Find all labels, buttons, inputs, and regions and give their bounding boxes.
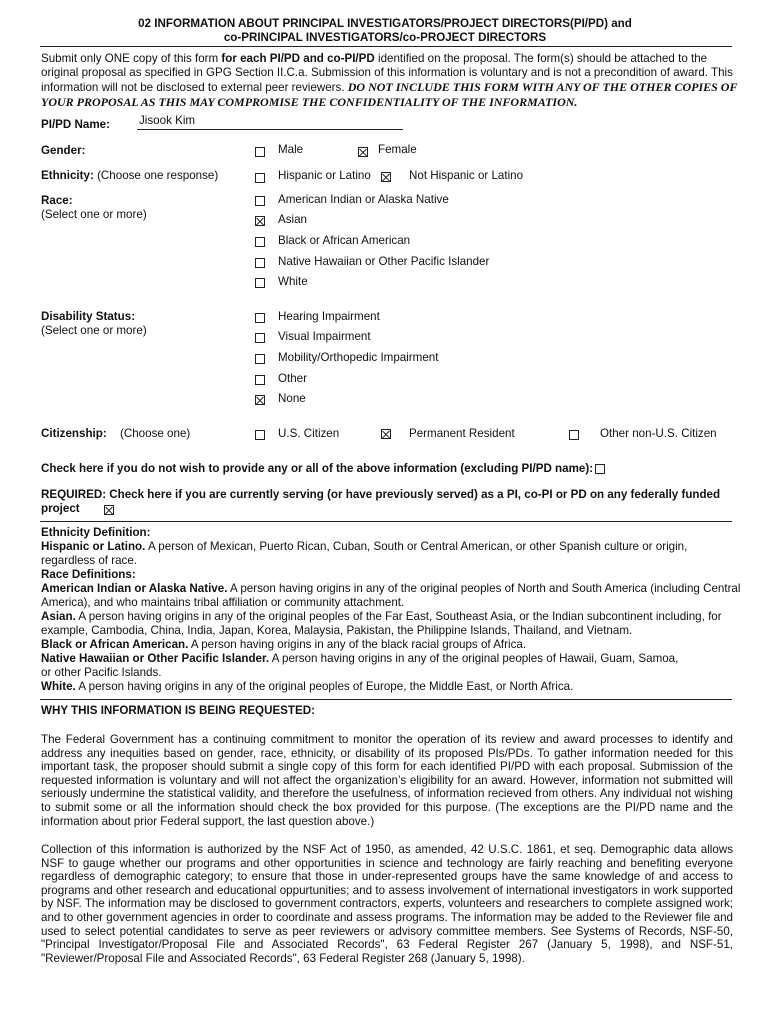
form-title-line2: co-PRINCIPAL INVESTIGATORS/co-PROJECT DIRECTORS xyxy=(223,31,547,44)
citizenship-label: Citizenship: xyxy=(41,427,107,440)
disability-mobility-label: Mobility/Orthopedic Impairment xyxy=(278,351,439,364)
why-paragraph-2: Collection of this information is authorized by the NSF Act of 1950, as amended, 42 U.S.C. 1861, et seq. Demographic data allows NSF to gauge whether our programs and other opportunities in science and technology are fairly reaching and benefiting everyone regardless of demographic category; to ensure that those in under-represented groups have the same knowledge of and access to programs and other research and educational oppurtunities; and to assess involvement of international investigators in work supported by NSF. The information may be disclosed to government contractors, experts, volunteers and researchers to complete assigned work; and to other government agencies in order to coordinate and assess programs. The information may be added to the Reviewer file and used to select potential candidates to serve as peer reviewers or advisory committee members. See Systems of Records, NSF-50, "Principal Investigator/Proposal File and Associated Records", 63 Federal Register 267 (January 5, 1998), and NSF-51, "Reviewer/Proposal File and Associated Records", 63 Federal Register 268 (January 5, 1998). xyxy=(41,843,733,965)
disability-none-label: None xyxy=(278,392,306,405)
citizenship-hint: (Choose one) xyxy=(120,427,191,440)
citizenship-other-checkbox[interactable] xyxy=(569,430,579,440)
asian-definition: Asian. A person having origins in any of the original peoples of the Far East, Southeast Asia, or the Indian subcontinent including, for example, Cambodia, China, India, Japan, Korea, Malaysia, Pakistan, the Philippine Islands, Thailand, and Vietnam. xyxy=(41,610,722,637)
disability-other-label: Other xyxy=(278,372,307,385)
required-federal-checkbox[interactable] xyxy=(104,505,114,515)
race-aian-checkbox[interactable] xyxy=(255,196,265,206)
black-definition: Black or African American. A person having origins in any of the black racial groups of Africa. xyxy=(41,638,527,651)
race-asian-label: Asian xyxy=(278,213,308,226)
race-hint: (Select one or more) xyxy=(41,208,147,221)
why-paragraph-1: The Federal Government has a continuing commitment to monitor the operation of its review and award processes to identify and address any inequities based on gender, race, ethnicity, or disability of its proposed PIs/PDs. To gather information needed for this important task, the proposer should submit a single copy of this form for each identified PI/PD with each proposal. Submission of the requested information is voluntary and will not affect the organization’s eligibility for an award. However, information not submitted will seriously undermine the statistical validity, and therefore the usefulness, of information recieved from others. Any individual not wishing to submit some or all the information should check the box provided for this purpose. (The exceptions are the PI/PD name and the information about prior Federal support, the last question above.) xyxy=(41,733,733,828)
required-label-line1: REQUIRED: Check here if you are currently serving (or have previously served) as a PI, co-PI or PD on any federally funded xyxy=(41,488,721,501)
gender-male-checkbox[interactable] xyxy=(255,147,265,157)
disability-visual-checkbox[interactable] xyxy=(255,333,265,343)
white-definition: White. A person having origins in any of the original peoples of Europe, the Middle East, or North Africa. xyxy=(41,680,574,693)
disability-label: Disability Status: xyxy=(41,310,136,323)
disability-hearing-checkbox[interactable] xyxy=(255,313,265,323)
race-white-checkbox[interactable] xyxy=(255,278,265,288)
name-label: PI/PD Name: xyxy=(41,118,110,131)
disability-mobility-checkbox[interactable] xyxy=(255,354,265,364)
citizenship-permanent-label: Permanent Resident xyxy=(409,427,515,440)
gender-female-label: Female xyxy=(378,143,417,156)
gender-female-checkbox[interactable] xyxy=(358,147,368,157)
race-asian-checkbox[interactable] xyxy=(255,216,265,226)
header-rule xyxy=(40,46,732,47)
disability-none-checkbox[interactable] xyxy=(255,395,265,405)
race-black-checkbox[interactable] xyxy=(255,237,265,247)
gender-male-label: Male xyxy=(278,143,304,156)
disability-hint: (Select one or more) xyxy=(41,324,147,337)
name-value: Jisook Kim xyxy=(139,114,196,127)
ethnicity-definition-heading: Ethnicity Definition: xyxy=(41,526,151,539)
ethnicity-hispanic-checkbox[interactable] xyxy=(255,173,265,183)
ethnicity-hispanic-label: Hispanic or Latino xyxy=(278,169,371,182)
aian-definition: American Indian or Alaska Native. A person having origins in any of the original peoples of North and South America (including Central America), and who maintains tribal affiliation or community attachment. xyxy=(41,582,741,609)
why-heading: WHY THIS INFORMATION IS BEING REQUESTED: xyxy=(41,704,315,717)
disability-visual-label: Visual Impairment xyxy=(278,330,371,343)
race-definitions-heading: Race Definitions: xyxy=(41,568,136,581)
race-nhpi-checkbox[interactable] xyxy=(255,258,265,268)
ethnicity-not-hispanic-label: Not Hispanic or Latino xyxy=(409,169,524,182)
form-title-line1: 02 INFORMATION ABOUT PRINCIPAL INVESTIGATORS/PROJECT DIRECTORS(PI/PD) and xyxy=(138,17,632,30)
ethnicity-not-hispanic-checkbox[interactable] xyxy=(381,172,391,182)
nhpi-definition: Native Hawaiian or Other Pacific Islander. A person having origins in any of the original peoples of Hawaii, Guam, Samoa, or other Pacific Islands. xyxy=(41,652,679,679)
race-label: Race: xyxy=(41,194,73,207)
citizenship-permanent-checkbox[interactable] xyxy=(381,429,391,439)
citizenship-us-label: U.S. Citizen xyxy=(278,427,340,440)
optout-label: Check here if you do not wish to provide any or all of the above information (excluding PI/PD name): xyxy=(41,462,594,475)
ethnicity-label: Ethnicity: (Choose one response) xyxy=(41,169,219,182)
required-label-line2: project xyxy=(41,502,80,515)
race-black-label: Black or African American xyxy=(278,234,411,247)
race-white-label: White xyxy=(278,275,308,288)
why-rule xyxy=(40,699,732,700)
citizenship-us-checkbox[interactable] xyxy=(255,430,265,440)
race-nhpi-label: Native Hawaiian or Other Pacific Islander xyxy=(278,255,490,268)
disability-hearing-label: Hearing Impairment xyxy=(278,310,380,323)
name-field[interactable] xyxy=(137,114,403,130)
definitions-block xyxy=(41,526,743,694)
gender-label: Gender: xyxy=(41,144,86,157)
optout-checkbox[interactable] xyxy=(595,464,605,474)
intro-paragraph: Submit only ONE copy of this form for each PI/PD and co-PI/PD identified on the proposal. The form(s) should be attached to the original proposal as specified in GPG Section II.C.a. Submission of this information is voluntary and is not a precondition of award. This information will not be disclosed to external peer reviewers. DO NOT INCLUDE THIS FORM WITH ANY OF THE OTHER COPIES OF YOUR PROPOSAL AS THIS MAY COMPROMISE THE CONFIDENTIALITY OF THE INFORMATION. xyxy=(41,52,738,109)
definitions-rule xyxy=(40,521,732,522)
hispanic-definition: Hispanic or Latino. A person of Mexican, Puerto Rican, Cuban, South or Central American, or other Spanish culture or origin, regardless of race. xyxy=(41,540,688,567)
disability-other-checkbox[interactable] xyxy=(255,375,265,385)
citizenship-other-label: Other non-U.S. Citizen xyxy=(600,427,717,440)
race-aian-label: American Indian or Alaska Native xyxy=(278,193,449,206)
